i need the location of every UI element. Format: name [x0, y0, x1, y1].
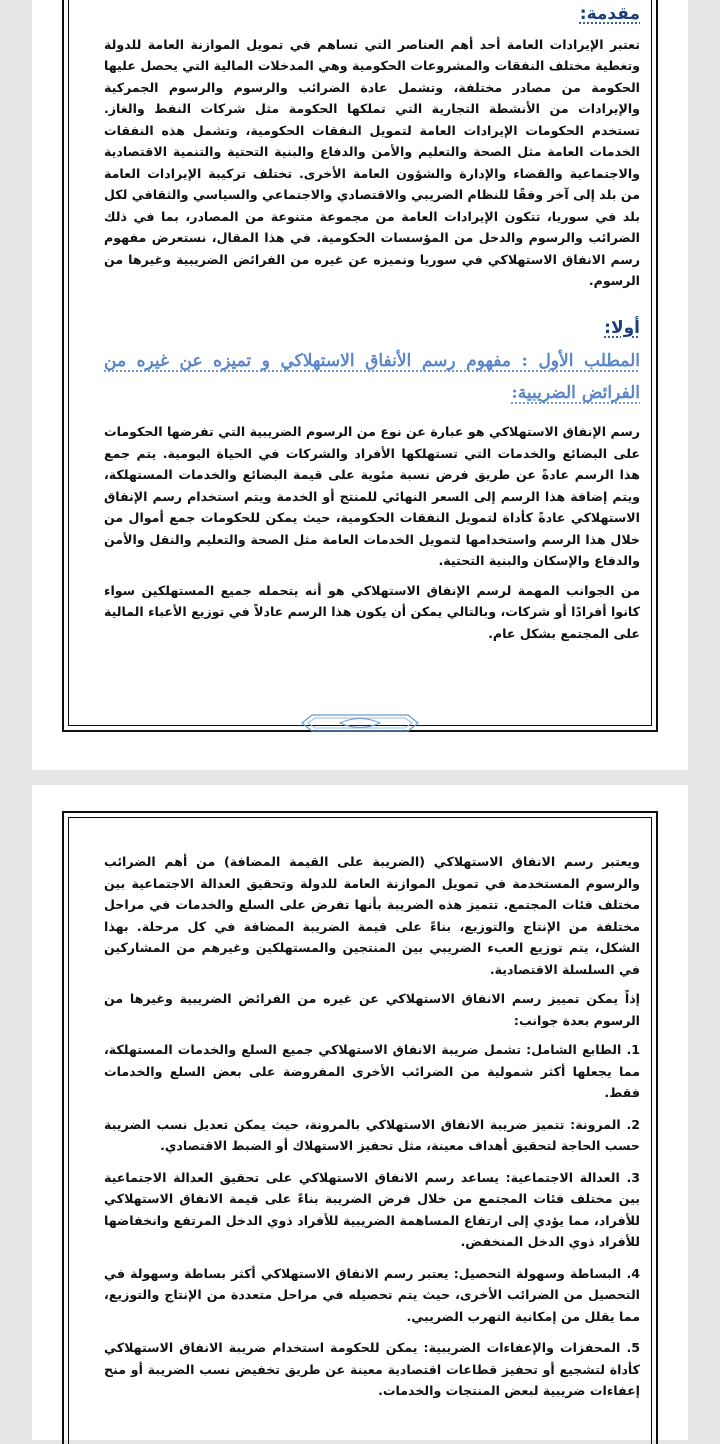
section-title: المطلب الأول : مفهوم رسم الأنفاق الاستهلاكي و تميزه عن غيره من الفرائض الضريبية:: [104, 351, 640, 403]
section-paragraph-1: رسم الإنفاق الاستهلاكي هو عبارة عن نوع من الرسوم الضريبية التي تفرضها الحكومات على البضائع والخدمات التي تستهلكها الأفراد والشركات في الحياة اليومية. يتم جمع هذا الرسم عادةً عن طريق فرض نسبة مئوية على قيمة البضائع والخدمات المستهلكة، ويتم إضافة هذا الرسم إلى السعر النهائي للمنتج أو الخدمة ويتم استخدام رسم الإنفاق الاستهلاكي عادةً كأداة لتمويل النفقات الحكومية، حيث يمكن للحكومات جمع أموال من خلال هذا الرسم واستخدامها لتمويل الخدمات العامة مثل الصحة والتعليم والنقل والأمن والدفاع والإسكان والبنية التحتية.: [104, 424, 640, 568]
list-item-text: المحفزات والإعفاءات الضريبية: يمكن للحكومة استخدام ضريبة الانفاق الاستهلاكي كأداة لتشجيع أو تحفيز قطاعات اقتصادية معينة عن طريق تخفيض نسب الضريبة أو منح إعفاءات ضريبية لبعض المنتجات والخدمات.: [104, 1340, 640, 1398]
list-item-number: 4.: [626, 1265, 640, 1281]
list-item-text: الطابع الشامل: تشمل ضريبة الانفاق الاستهلاكي جميع السلع والخدمات المستهلكة، مما يجعلها أكثر شمولية من الضرائب الأخرى المفروضة على بعض السلع والخدمات فقط.: [104, 1042, 640, 1100]
page-2-paragraph-1: ويعتبر رسم الانفاق الاستهلاكي (الضريبة على القيمة المضافة) من أهم الضرائب والرسوم المستخدمة في تمويل الموازنة العامة للدولة وتحقيق العدالة الاجتماعية بين مختلف فئات المجتمع. تتميز هذه الضريبة بأنها تفرض على السلع والخدمات في مراحل مختلفة من الإنتاج والتوزيع، بناءً على قيمة الضريبة المضافة في كل مرحلة. بهذا الشكل، يتم توزيع العبء الضريبي بين المنتجين والمستهلكين وغيرهم من المشاركين في السلسلة الاقتصادية.: [104, 854, 640, 977]
list-item-number: 1.: [626, 1042, 641, 1057]
document-page-2: [32, 785, 688, 1440]
list-item-number: 5.: [626, 1340, 640, 1355]
list-item-number: 2.: [626, 1116, 640, 1132]
section-paragraph-2: من الجوانب المهمة لرسم الإنفاق الاستهلاكي هو أنه يتحمله جميع المستهلكين سواء كانوا أفرادًا أو شركات، وبالتالي يمكن أن يكون هذا الرسم عادلاً في توزيع الأعباء المالية على المجتمع بشكل عام.: [104, 582, 640, 641]
list-item-text: العدالة الاجتماعية: يساعد رسم الانفاق الاستهلاكي على تحقيق العدالة الاجتماعية بين مختلف فئات المجتمع من خلال فرض الضريبة بناءً على قيمة الانفاق الاستهلاكي للأفراد، مما يؤدي إلى ارتفاع المساهمة الضريبية للأفراد ذوي الدخل المرتفع وانخفاضها للأفراد ذوي الدخل المنخفض.: [104, 1169, 640, 1249]
list-item: [104, 1263, 640, 1328]
list-item: [104, 1167, 640, 1253]
first-heading: أولا:: [604, 317, 640, 338]
list-item-text: المرونة: تتميز ضريبة الانفاق الاستهلاكي بالمرونة، حيث يمكن تعديل نسب الضريبة حسب الحاجة لتحقيق أهداف معينة، مثل تحفيز الاستهلاك أو الضبط الاقتصادي.: [104, 1116, 640, 1153]
list-item: [104, 1114, 640, 1157]
intro-heading: مقدمة:: [579, 4, 640, 24]
page-2-paragraph-2: إذاً يمكن تمييز رسم الانفاق الاستهلاكي عن غيره من الفرائض الضريبية وغيرها من الرسوم بعدة جوانب:: [104, 991, 640, 1028]
intro-paragraph: تعتبر الإيرادات العامة أحد أهم العناصر التي تساهم في تمويل الموازنة العامة للدولة وتغطية مختلف النفقات والمشروعات الحكومية وهي المدخلات المالية التي يحصل عليها الحكومة من مصادر مختلفة، وتشمل عادة الضرائب والرسوم والرسوم الجمركية والإيرادات من الأنشطة التجارية التي تملكها الحكومة مثل شركات النفط والغاز. تستخدم الحكومات الإيرادات العامة لتمويل النفقات الحكومية، وتشمل هذه النفقات الخدمات العامة مثل الصحة والتعليم والأمن والدفاع والبنية التحتية والتنمية الاقتصادية والاجتماعية والقضاء والإدارة والشؤون العامة الأخرى. تختلف تركيبة الإيرادات العامة من بلد إلى آخر وفقًا للنظام الضريبي والاقتصادي والاجتماعي والسياسي والثقافي لكل بلد في سوريا، تتكون الإيرادات العامة من مجموعة متنوعة من المصادر، بما في ذلك الضرائب والرسوم والدخل من المؤسسات الحكومية. في هذا المقال، نستعرض مفهوم رسم الانفاق الاستهلاكي في سوريا ونميزه عن غيره من الفرائض الضريبية وغيرها من الرسوم.: [104, 36, 640, 288]
page-2-content: [104, 851, 640, 1412]
list-item-number: 3.: [626, 1169, 641, 1185]
list-item-text: البساطة وسهولة التحصيل: يعتبر رسم الانفاق الاستهلاكي أكثر بساطة وسهولة في التحصيل من الضرائب الأخرى، حيث يتم تحصيله في مراحل متعددة من الإنتاج والتوزيع، مما يقلل من إمكانية التهرب الضريبي.: [104, 1265, 640, 1324]
list-item: [104, 1337, 640, 1402]
page-ornament-icon: [300, 712, 420, 734]
document-page-1: [32, 0, 688, 770]
page-1-content: [104, 0, 640, 652]
list-item: [104, 1039, 640, 1104]
